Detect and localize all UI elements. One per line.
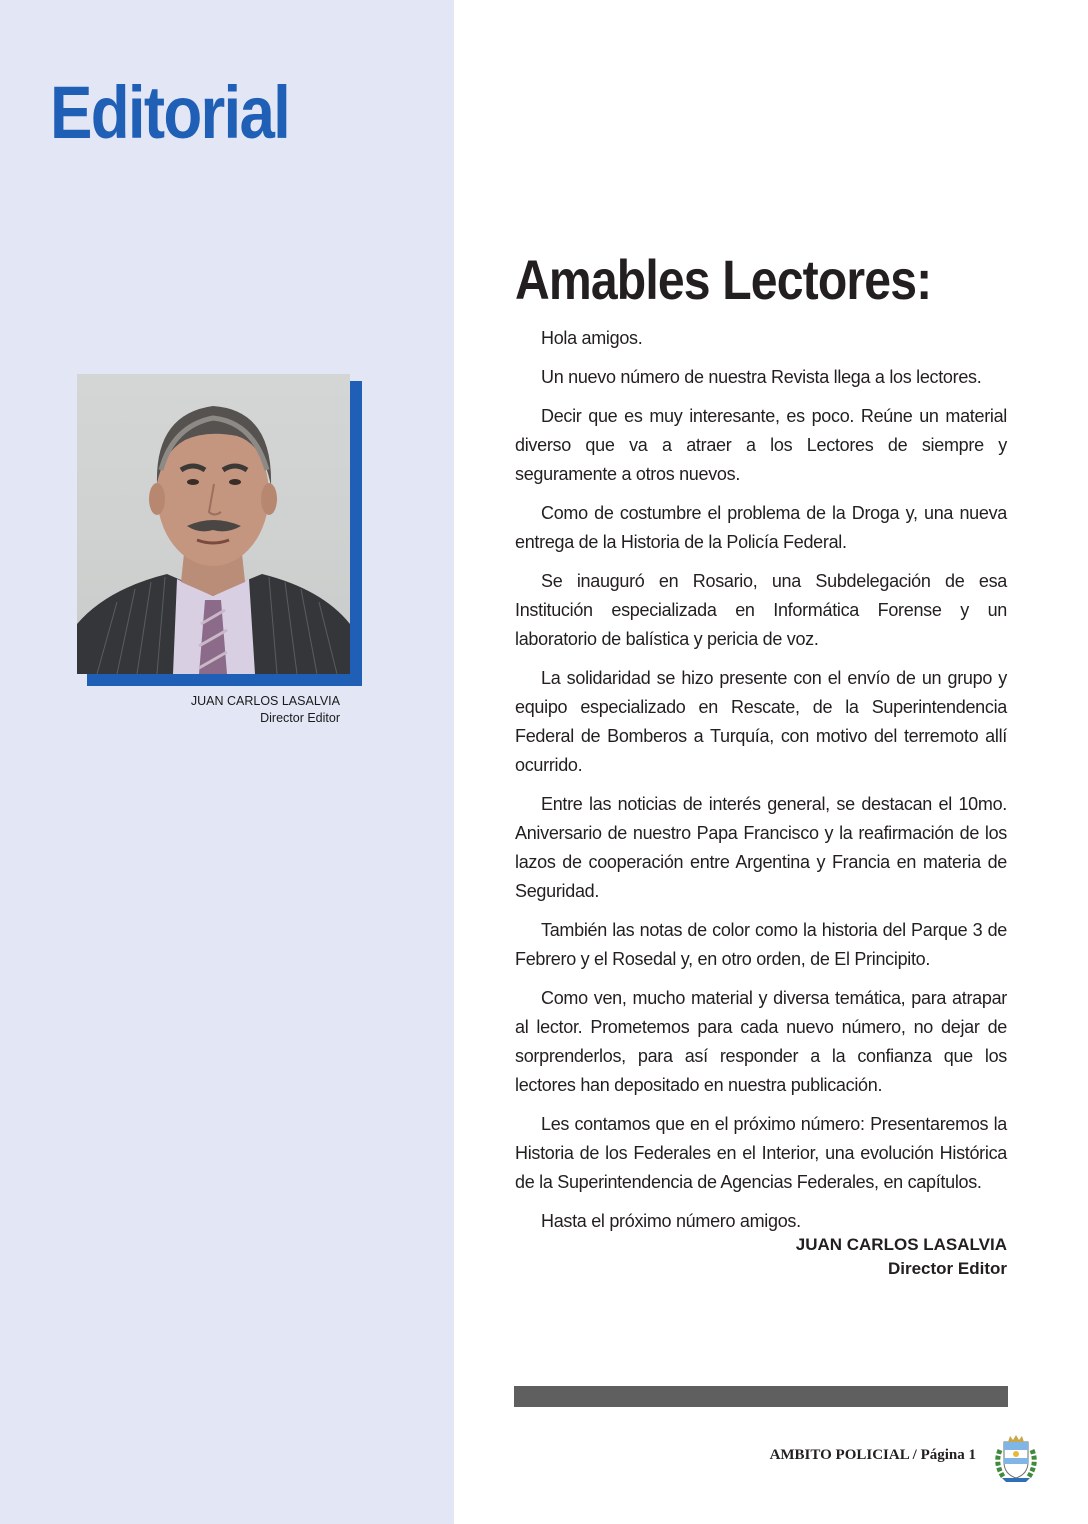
photo-caption-role: Director Editor	[260, 711, 340, 725]
editorial-heading: Amables Lectores:	[515, 248, 932, 311]
footer-divider-bar	[514, 1386, 1008, 1407]
paragraph: La solidaridad se hizo presente con el envío de un grupo y equipo especializado en Rescate, de la Superintendencia Federal de Bomberos a Turquía, con motivo del terremoto allí ocurrido.	[515, 668, 1007, 775]
paragraph: Decir que es muy interesante, es poco. Reúne un material diverso que va a atraer a los Lectores de siempre y seguramente a otros nuevos.	[515, 406, 1007, 484]
police-emblem-icon	[990, 1432, 1042, 1484]
section-title: Editorial	[50, 71, 290, 154]
editorial-body	[515, 324, 1007, 1246]
signature-name: JUAN CARLOS LASALVIA	[795, 1235, 1007, 1254]
photo-caption	[150, 693, 340, 727]
paragraph: Se inauguró en Rosario, una Subdelegación de esa Institución especializada en Informática Forense y un laboratorio de balística y pericia de voz.	[515, 571, 1007, 649]
photo-caption-name: JUAN CARLOS LASALVIA	[190, 694, 340, 708]
paragraph: Hola amigos.	[541, 328, 643, 348]
left-sidebar	[0, 0, 454, 1524]
paragraph: Como de costumbre el problema de la Droga y, una nueva entrega de la Historia de la Policía Federal.	[515, 503, 1007, 552]
paragraph: También las notas de color como la historia del Parque 3 de Febrero y el Rosedal y, en otro orden, de El Principito.	[515, 920, 1007, 969]
paragraph: Como ven, mucho material y diversa temática, para atrapar al lector. Prometemos para cada nuevo número, no dejar de sorprenderlos, para así responder a la confianza que los lectores han depositado en nuestra publicación.	[515, 988, 1007, 1095]
signature-role: Director Editor	[887, 1259, 1007, 1278]
paragraph: Entre las noticias de interés general, se destacan el 10mo. Aniversario de nuestro Papa Francisco y la reafirmación de los lazos de cooperación entre Argentina y Francia en materia de Seguridad.	[515, 794, 1007, 901]
paragraph: Hasta el próximo número amigos.	[541, 1211, 801, 1231]
author-photo	[77, 374, 350, 674]
footer-page-label: AMBITO POLICIAL / Página 1	[769, 1447, 976, 1463]
signature-block	[700, 1233, 1007, 1281]
paragraph: Les contamos que en el próximo número: Presentaremos la Historia de los Federales en el Interior, una evolución Histórica de la Superintendencia de Agencias Federales, en capítulos.	[515, 1114, 1007, 1192]
paragraph: Un nuevo número de nuestra Revista llega a los lectores.	[541, 367, 982, 387]
